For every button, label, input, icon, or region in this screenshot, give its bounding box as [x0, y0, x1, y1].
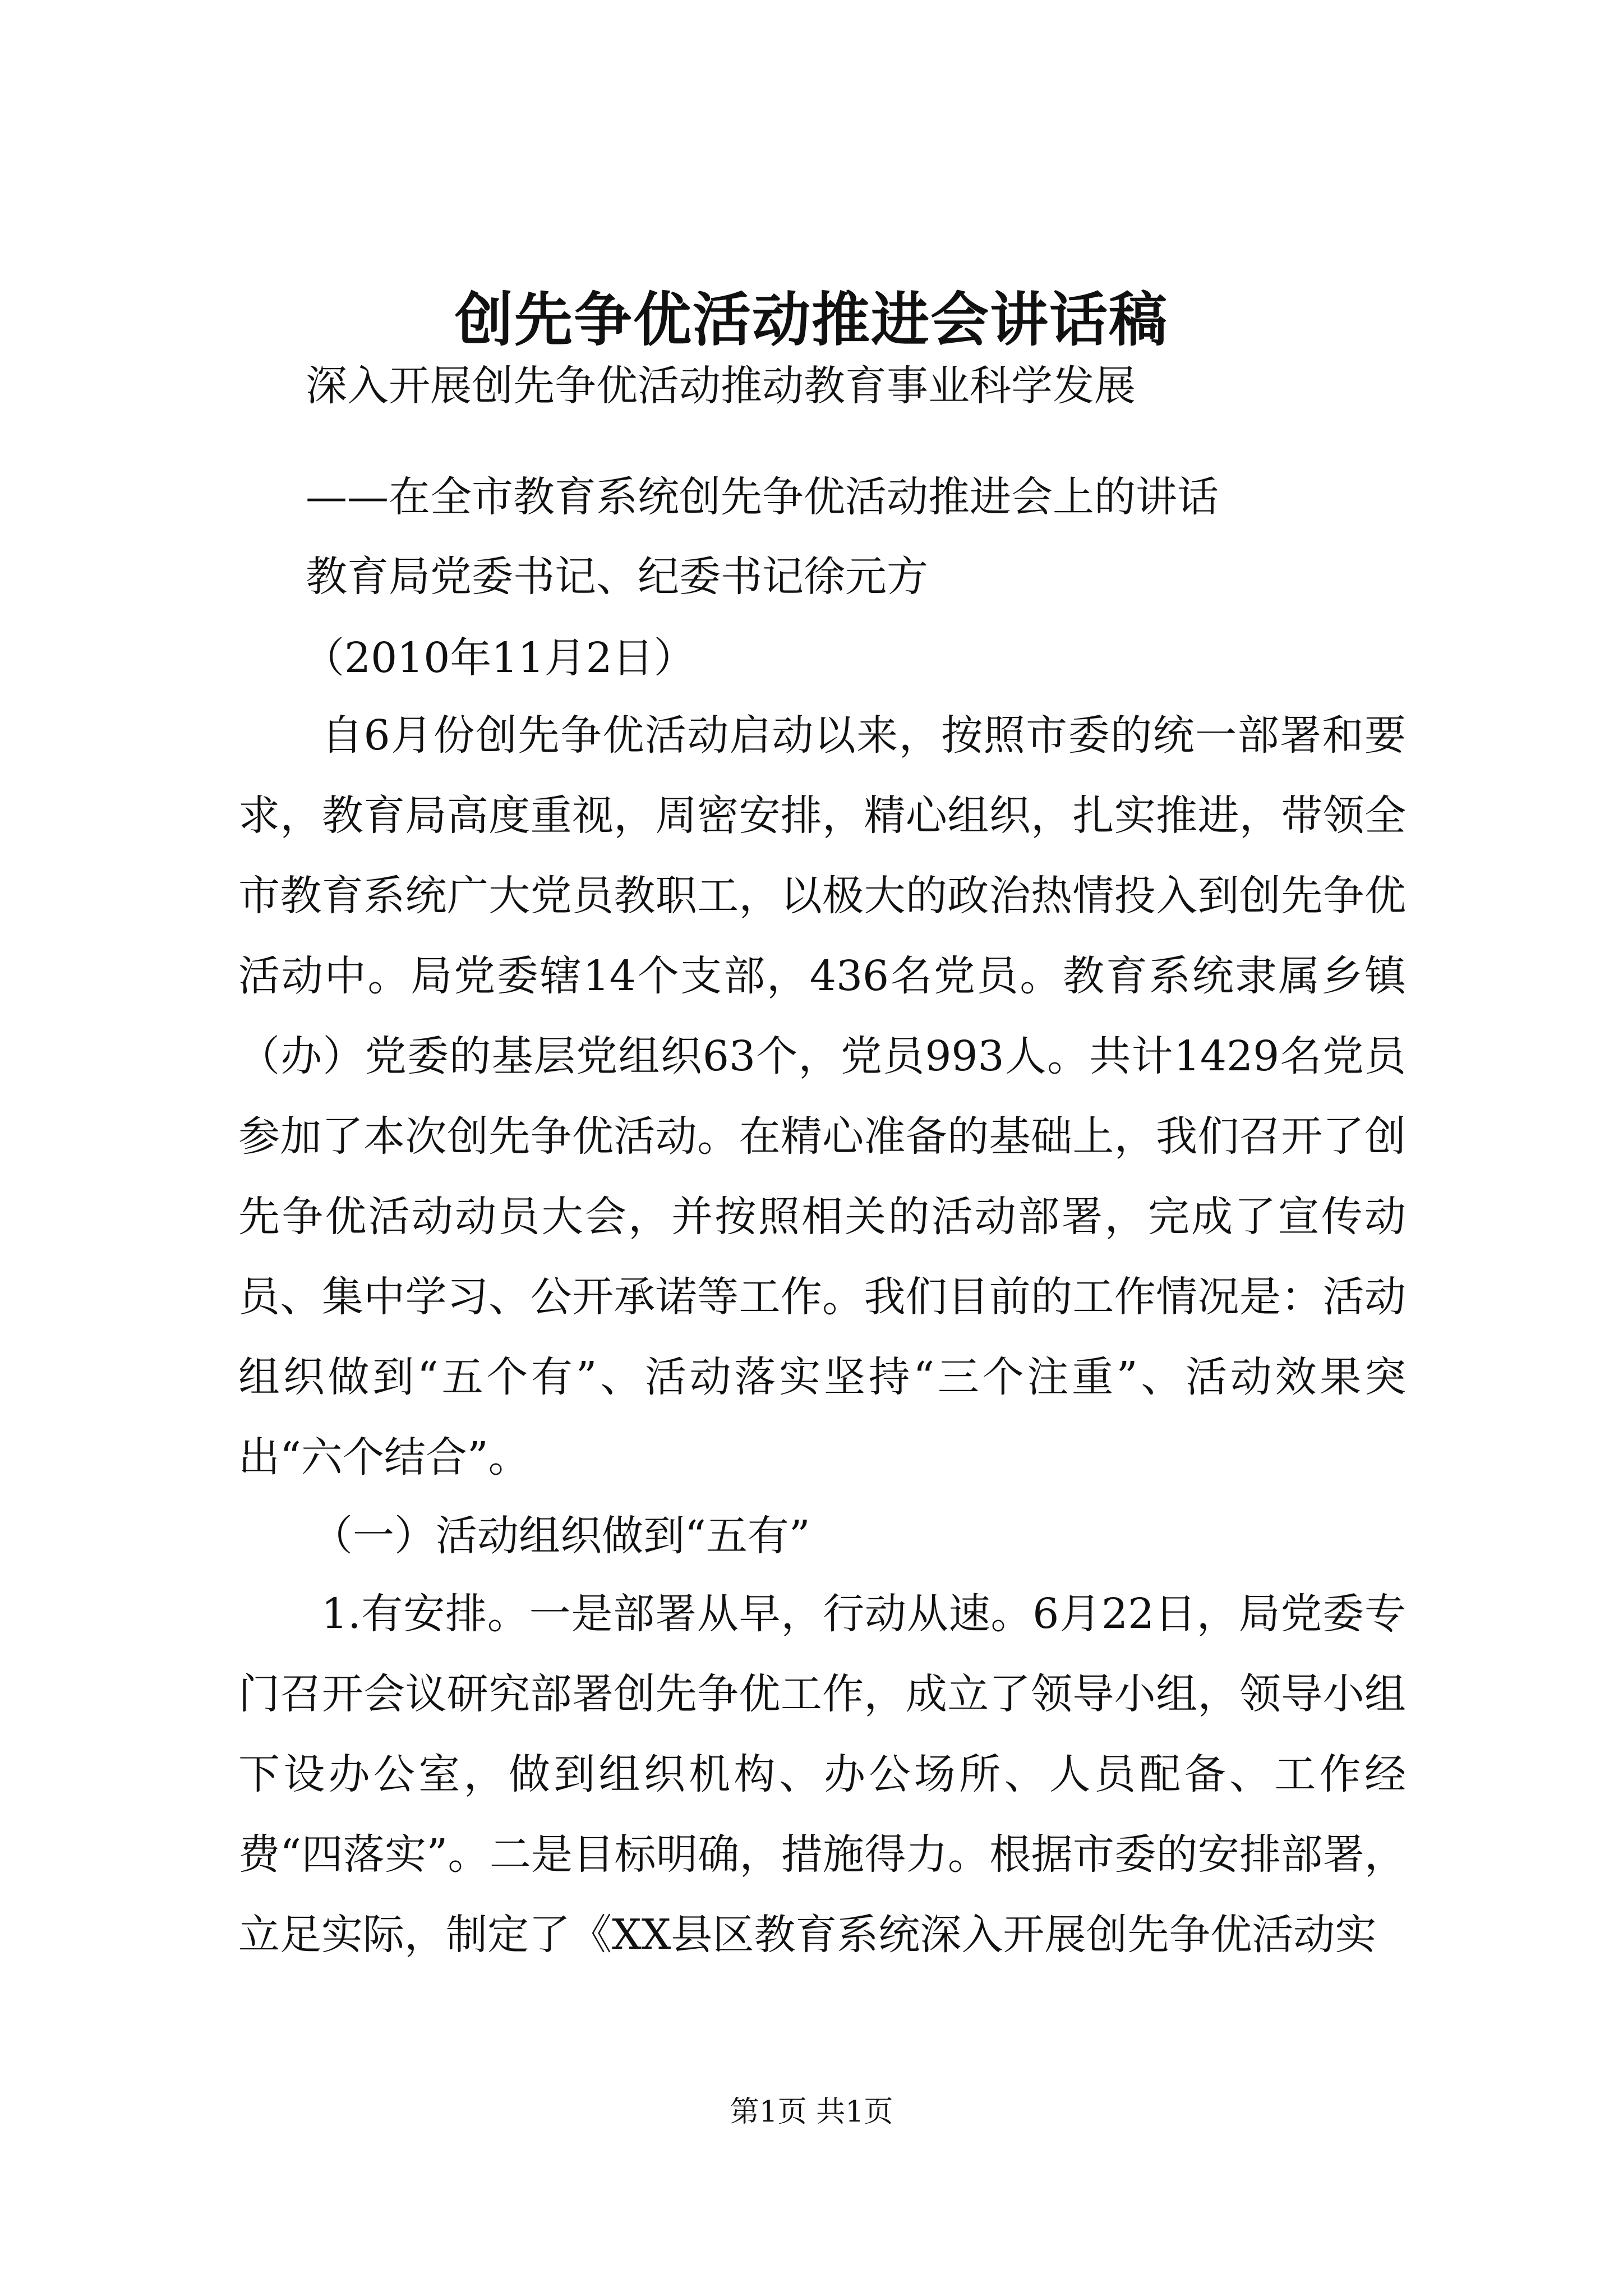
- speaker-line: 教育局党委书记、纪委书记徐元方: [306, 553, 928, 601]
- paragraph-text: 自6月份创先争优活动启动以来，按照市委的统一部署和要求，教育局高度重视，周密安排，精心组织，扎实推进，带领全市教育系统广大党员教职工，以极大的政治热情投入到创先争优活动中。局党委辖14个支部，436名党员。教育系统隶属乡镇（办）党委的基层党组织63个，党员993人。共计1429名党员参加了本次创先争优活动。在精心准备的基础上，我们召开了创先争优活动动员大会，并按照相关的活动部署，完成了宣传动员、集中学习、公开承诺等工作。我们目前的工作情况是：活动组织做到“五个有”、活动落实坚持“三个注重”、活动效果突出“六个结合”。: [238, 711, 1406, 1481]
- body-paragraph-1: [238, 696, 1406, 1498]
- document-subtitle-secondary: ——在全市教育系统创先争优活动推进会上的讲话: [306, 473, 1219, 521]
- body-paragraph-2: [238, 1574, 1406, 1975]
- document-title: 创先争优活动推进会讲话稿: [454, 285, 1168, 354]
- paragraph-text: 1.有安排。一是部署从早，行动从速。6月22日，局党委专门召开会议研究部署创先争优工作，成立了领导小组，领导小组下设办公室，做到组织机构、办公场所、人员配备、工作经费“四落实”。二是目标明确，措施得力。根据市委的安排部署，立足实际，制定了《XX县区教育系统深入开展创先争优活动实: [238, 1590, 1406, 1959]
- page-footer: 第1页 共1页: [730, 2095, 893, 2129]
- date-line: （2010年11月2日）: [303, 634, 695, 682]
- document-subtitle: 深入开展创先争优活动推动教育事业科学发展: [306, 362, 1136, 410]
- section-heading-1: （一）活动组织做到“五有”: [311, 1512, 810, 1560]
